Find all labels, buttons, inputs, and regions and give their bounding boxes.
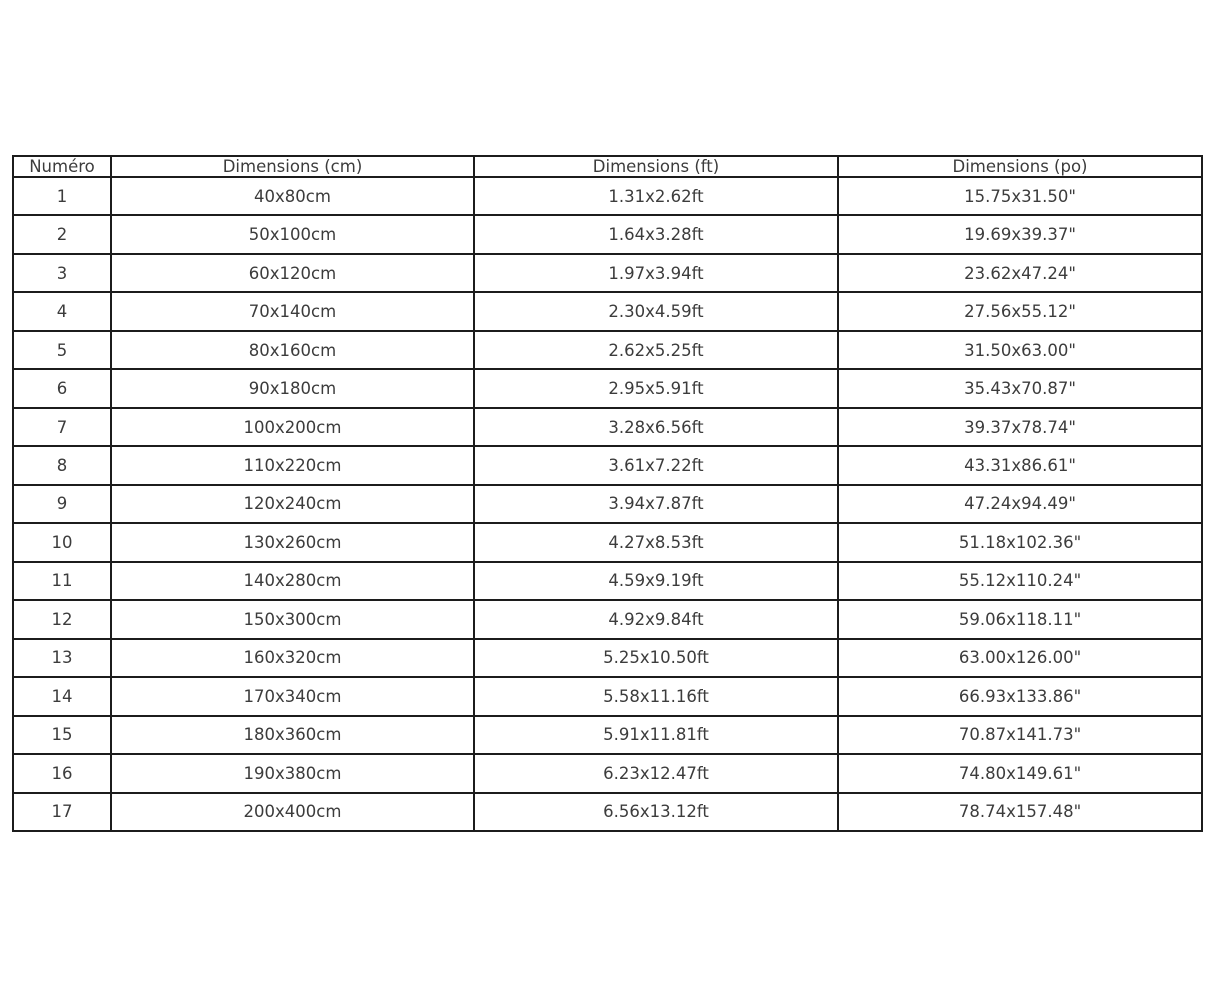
cell-ft: 1.64x3.28ft	[474, 215, 838, 253]
table-row	[13, 523, 1202, 561]
cell-ft: 3.61x7.22ft	[474, 446, 838, 484]
cell-cm: 200x400cm	[111, 793, 474, 832]
table-row	[13, 716, 1202, 754]
cell-ft: 6.23x12.47ft	[474, 754, 838, 792]
cell-cm: 100x200cm	[111, 408, 474, 446]
cell-cm: 110x220cm	[111, 446, 474, 484]
cell-po: 15.75x31.50"	[838, 177, 1202, 215]
cell-po: 66.93x133.86"	[838, 677, 1202, 715]
cell-po: 74.80x149.61"	[838, 754, 1202, 792]
cell-numero: 14	[13, 677, 111, 715]
cell-po: 63.00x126.00"	[838, 639, 1202, 677]
cell-po: 51.18x102.36"	[838, 523, 1202, 561]
cell-cm: 160x320cm	[111, 639, 474, 677]
column-header-po: Dimensions (po)	[838, 156, 1202, 177]
cell-numero: 2	[13, 215, 111, 253]
cell-cm: 60x120cm	[111, 254, 474, 292]
cell-ft: 5.25x10.50ft	[474, 639, 838, 677]
table-row	[13, 177, 1202, 215]
cell-po: 55.12x110.24"	[838, 562, 1202, 600]
header-row	[13, 156, 1202, 177]
cell-cm: 180x360cm	[111, 716, 474, 754]
cell-po: 19.69x39.37"	[838, 215, 1202, 253]
cell-numero: 4	[13, 292, 111, 330]
cell-po: 23.62x47.24"	[838, 254, 1202, 292]
cell-numero: 15	[13, 716, 111, 754]
cell-numero: 17	[13, 793, 111, 832]
cell-ft: 4.92x9.84ft	[474, 600, 838, 638]
cell-ft: 3.94x7.87ft	[474, 485, 838, 523]
cell-numero: 6	[13, 369, 111, 407]
cell-numero: 7	[13, 408, 111, 446]
dimensions-conversion-table	[12, 155, 1203, 832]
table-row	[13, 677, 1202, 715]
cell-ft: 5.58x11.16ft	[474, 677, 838, 715]
cell-numero: 5	[13, 331, 111, 369]
column-header-numero: Numéro	[13, 156, 111, 177]
cell-po: 47.24x94.49"	[838, 485, 1202, 523]
cell-ft: 1.31x2.62ft	[474, 177, 838, 215]
column-header-ft: Dimensions (ft)	[474, 156, 838, 177]
table-row	[13, 408, 1202, 446]
cell-numero: 12	[13, 600, 111, 638]
cell-cm: 70x140cm	[111, 292, 474, 330]
cell-ft: 4.59x9.19ft	[474, 562, 838, 600]
table-row	[13, 793, 1202, 832]
cell-cm: 130x260cm	[111, 523, 474, 561]
cell-po: 35.43x70.87"	[838, 369, 1202, 407]
cell-ft: 6.56x13.12ft	[474, 793, 838, 832]
table-row	[13, 446, 1202, 484]
cell-numero: 9	[13, 485, 111, 523]
cell-numero: 3	[13, 254, 111, 292]
cell-numero: 16	[13, 754, 111, 792]
table-row	[13, 254, 1202, 292]
cell-po: 39.37x78.74"	[838, 408, 1202, 446]
column-header-cm: Dimensions (cm)	[111, 156, 474, 177]
cell-cm: 150x300cm	[111, 600, 474, 638]
table-row	[13, 562, 1202, 600]
cell-ft: 3.28x6.56ft	[474, 408, 838, 446]
cell-cm: 190x380cm	[111, 754, 474, 792]
cell-po: 27.56x55.12"	[838, 292, 1202, 330]
table-row	[13, 485, 1202, 523]
cell-cm: 50x100cm	[111, 215, 474, 253]
table-row	[13, 292, 1202, 330]
cell-cm: 170x340cm	[111, 677, 474, 715]
cell-numero: 11	[13, 562, 111, 600]
cell-cm: 40x80cm	[111, 177, 474, 215]
cell-po: 43.31x86.61"	[838, 446, 1202, 484]
cell-cm: 90x180cm	[111, 369, 474, 407]
cell-numero: 8	[13, 446, 111, 484]
cell-ft: 2.95x5.91ft	[474, 369, 838, 407]
table-row	[13, 331, 1202, 369]
cell-cm: 120x240cm	[111, 485, 474, 523]
cell-ft: 2.62x5.25ft	[474, 331, 838, 369]
cell-ft: 4.27x8.53ft	[474, 523, 838, 561]
table-row	[13, 215, 1202, 253]
cell-numero: 10	[13, 523, 111, 561]
cell-po: 70.87x141.73"	[838, 716, 1202, 754]
table-row	[13, 600, 1202, 638]
cell-cm: 140x280cm	[111, 562, 474, 600]
cell-ft: 2.30x4.59ft	[474, 292, 838, 330]
cell-po: 59.06x118.11"	[838, 600, 1202, 638]
table-row	[13, 754, 1202, 792]
cell-ft: 5.91x11.81ft	[474, 716, 838, 754]
cell-cm: 80x160cm	[111, 331, 474, 369]
cell-po: 78.74x157.48"	[838, 793, 1202, 832]
cell-po: 31.50x63.00"	[838, 331, 1202, 369]
cell-numero: 1	[13, 177, 111, 215]
table-row	[13, 369, 1202, 407]
cell-ft: 1.97x3.94ft	[474, 254, 838, 292]
table-row	[13, 639, 1202, 677]
cell-numero: 13	[13, 639, 111, 677]
